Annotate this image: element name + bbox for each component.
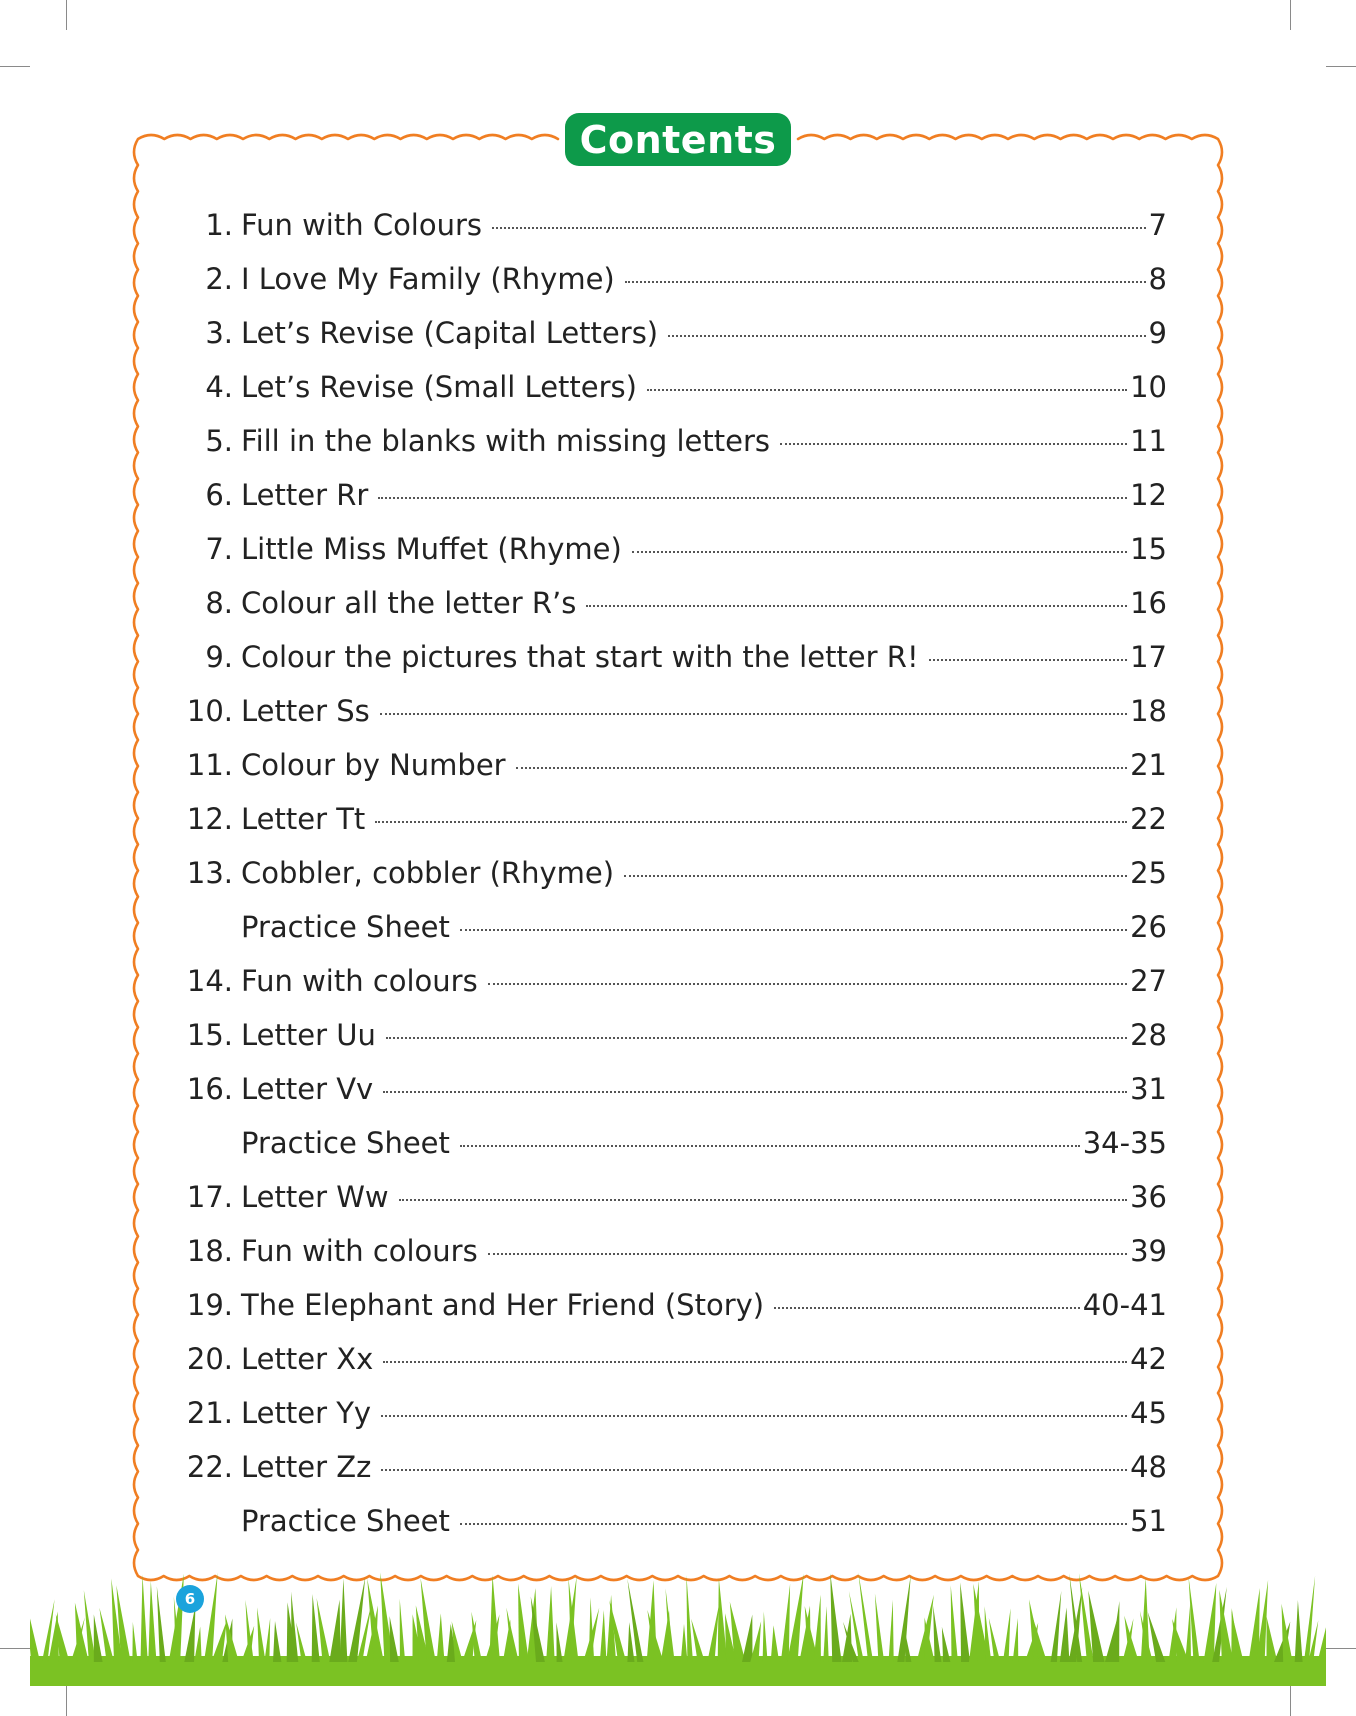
grass-blade [264, 1618, 270, 1662]
entry-title: The Elephant and Her Friend (Story) [241, 1288, 765, 1322]
grass-blade [1185, 1604, 1191, 1662]
entry-title: Fun with colours [241, 1234, 478, 1268]
dot-leader [668, 335, 1145, 337]
entry-page: 25 [1130, 856, 1167, 890]
entry-page: 15 [1130, 532, 1167, 566]
entry-title: Letter Rr [241, 478, 369, 512]
grass-blade [985, 1606, 992, 1662]
dot-leader [460, 1145, 1080, 1147]
entry-title: Colour the pictures that start with the letter R! [241, 640, 919, 674]
entry-page: 8 [1148, 262, 1167, 296]
dot-leader [624, 875, 1127, 877]
entry-number: 8. [205, 586, 233, 620]
contents-heading: Contents [565, 113, 791, 166]
toc-entry [175, 208, 1167, 262]
entry-page: 28 [1130, 1018, 1167, 1052]
toc-entry [175, 1126, 1167, 1180]
dot-leader [460, 929, 1127, 931]
grass-blade [437, 1613, 445, 1662]
page-number-badge: 6 [176, 1585, 204, 1613]
toc-entry [175, 1504, 1167, 1558]
toc-entry [175, 1180, 1167, 1234]
grass-blade [132, 1622, 137, 1662]
grass-blade [312, 1594, 320, 1662]
entry-title: Letter Tt [241, 802, 366, 836]
entry-number: 16. [186, 1072, 233, 1106]
toc-entry [175, 262, 1167, 316]
entry-title: Letter Zz [241, 1450, 372, 1484]
dot-leader [381, 1415, 1127, 1417]
dot-leader [632, 551, 1127, 553]
toc-entry [175, 424, 1167, 478]
toc-entry [175, 1234, 1167, 1288]
entry-number: 21. [186, 1396, 233, 1430]
grass-blade [204, 1573, 218, 1663]
entry-title: Letter Ww [241, 1180, 389, 1214]
toc-entry [175, 802, 1167, 856]
entry-page: 18 [1130, 694, 1167, 728]
dot-leader [929, 659, 1128, 661]
dot-leader [488, 1253, 1127, 1255]
grass-blade [194, 1627, 202, 1662]
entry-page: 26 [1130, 910, 1167, 944]
grass-decoration [30, 1570, 1326, 1686]
entry-page: 22 [1130, 802, 1167, 836]
entry-title: Letter Ss [241, 694, 370, 728]
grass-blade [781, 1584, 790, 1662]
grass-blade [1267, 1617, 1278, 1662]
entry-number: 9. [205, 640, 233, 674]
entry-page: 40-41 [1082, 1288, 1167, 1322]
toc-entry [175, 748, 1167, 802]
dot-leader [780, 443, 1127, 445]
entry-page: 16 [1130, 586, 1167, 620]
entry-title: Let’s Revise (Small Letters) [241, 370, 637, 404]
grass-blade [771, 1625, 780, 1662]
grass-blade [400, 1599, 406, 1662]
entry-title: Practice Sheet [241, 1504, 450, 1538]
grass-blade [390, 1616, 399, 1662]
toc-entry [175, 478, 1167, 532]
grass-blade [556, 1622, 562, 1662]
entry-title: Practice Sheet [241, 1126, 450, 1160]
entry-number: 3. [205, 316, 233, 350]
dot-leader [378, 497, 1127, 499]
toc-entry [175, 316, 1167, 370]
toc-entry [175, 694, 1167, 748]
entry-page: 51 [1130, 1504, 1167, 1538]
dot-leader [625, 281, 1146, 283]
dot-leader [399, 1199, 1127, 1201]
toc-entry [175, 856, 1167, 910]
grass-blade [340, 1578, 348, 1662]
grass-blade [30, 1600, 40, 1662]
grass-blade [184, 1605, 195, 1662]
grass-blade [148, 1581, 156, 1662]
grass-blade [830, 1573, 841, 1662]
entry-number: 22. [186, 1450, 233, 1484]
entry-number: 20. [186, 1342, 233, 1376]
dot-leader [516, 767, 1127, 769]
grass-blade [691, 1619, 705, 1662]
grass-blade [257, 1607, 266, 1662]
entry-title: Practice Sheet [241, 910, 450, 944]
grass-blade [1318, 1611, 1327, 1662]
entry-page: 42 [1130, 1342, 1167, 1376]
toc-entry [175, 640, 1167, 694]
entry-number: 10. [186, 694, 233, 728]
entry-number: 1. [205, 208, 233, 242]
entry-page: 12 [1130, 478, 1167, 512]
grass-blade [742, 1615, 753, 1662]
table-of-contents [175, 208, 1167, 1558]
entry-title: Colour by Number [241, 748, 506, 782]
entry-title: Fill in the blanks with missing letters [241, 424, 771, 458]
grass-blade [1051, 1591, 1062, 1662]
entry-number: 12. [186, 802, 233, 836]
toc-entry [175, 1288, 1167, 1342]
grass-blade [1295, 1600, 1303, 1662]
grass-blade [787, 1574, 804, 1662]
entry-title: Letter Xx [241, 1342, 374, 1376]
toc-entry [175, 1396, 1167, 1450]
grass-blade [1204, 1583, 1217, 1662]
entry-number: 14. [186, 964, 233, 998]
dot-leader [492, 227, 1146, 229]
grass-blade [273, 1621, 281, 1662]
entry-number: 7. [205, 532, 233, 566]
entry-page: 34-35 [1082, 1126, 1167, 1160]
grass-blade [546, 1586, 555, 1662]
grass-blade [1219, 1590, 1233, 1662]
grass-blade [897, 1575, 911, 1662]
grass-blade [933, 1606, 941, 1662]
entry-number: 15. [186, 1018, 233, 1052]
grass-blade [681, 1624, 688, 1662]
grass-blade [329, 1600, 340, 1662]
entry-page: 11 [1130, 424, 1167, 458]
entry-page: 48 [1130, 1450, 1167, 1484]
entry-number: 13. [186, 856, 233, 890]
entry-title: Little Miss Muffet (Rhyme) [241, 532, 622, 566]
dot-leader [380, 713, 1127, 715]
entry-title: Colour all the letter R’s [241, 586, 577, 620]
entry-number: 5. [205, 424, 233, 458]
grass-blade [141, 1575, 148, 1663]
dot-leader [381, 1469, 1127, 1471]
entry-number: 18. [186, 1234, 233, 1268]
dot-leader [647, 389, 1127, 391]
entry-title: Fun with Colours [241, 208, 483, 242]
entry-page: 27 [1130, 964, 1167, 998]
entry-page: 7 [1148, 208, 1167, 242]
toc-entry [175, 1072, 1167, 1126]
dot-leader [386, 1037, 1127, 1039]
entry-title: Letter Uu [241, 1018, 376, 1052]
grass-blade [951, 1585, 958, 1662]
grass-blade [989, 1618, 1001, 1662]
grass-blade [960, 1582, 970, 1662]
toc-entry [175, 1342, 1167, 1396]
entry-title: Letter Yy [241, 1396, 372, 1430]
toc-entry [175, 964, 1167, 1018]
toc-entry [175, 910, 1167, 964]
grass-blade [1060, 1608, 1070, 1663]
entry-title: I Love My Family (Rhyme) [241, 262, 615, 296]
entry-title: Let’s Revise (Capital Letters) [241, 316, 659, 350]
dot-leader [586, 605, 1127, 607]
dot-leader [488, 983, 1127, 985]
entry-page: 39 [1130, 1234, 1167, 1268]
toc-entry [175, 532, 1167, 586]
entry-page: 45 [1130, 1396, 1167, 1430]
entry-number: 11. [186, 748, 233, 782]
grass-blade [763, 1611, 768, 1662]
grass-blade [99, 1608, 114, 1662]
grass-blade [889, 1600, 894, 1662]
entry-page: 17 [1130, 640, 1167, 674]
dot-leader [375, 821, 1127, 823]
entry-number: 2. [205, 262, 233, 296]
entry-number: 4. [205, 370, 233, 404]
grass-blade [814, 1595, 821, 1663]
dot-leader [383, 1091, 1127, 1093]
dot-leader [460, 1523, 1127, 1525]
entry-page: 31 [1130, 1072, 1167, 1106]
entry-number: 6. [205, 478, 233, 512]
entry-page: 10 [1130, 370, 1167, 404]
grass-blade [823, 1606, 829, 1662]
entry-number: 17. [186, 1180, 233, 1214]
toc-entry [175, 1018, 1167, 1072]
entry-page: 9 [1148, 316, 1167, 350]
entry-title: Letter Vv [241, 1072, 374, 1106]
entry-title: Fun with colours [241, 964, 478, 998]
grass-blade [518, 1584, 529, 1663]
dot-leader [774, 1307, 1080, 1309]
toc-entry [175, 586, 1167, 640]
dot-leader [383, 1361, 1127, 1363]
entry-page: 21 [1130, 748, 1167, 782]
toc-entry [175, 370, 1167, 424]
entry-title: Cobbler, cobbler (Rhyme) [241, 856, 615, 890]
grass-blade [707, 1604, 719, 1662]
grass-blade [157, 1586, 166, 1662]
entry-page: 36 [1130, 1180, 1167, 1214]
entry-number: 19. [186, 1288, 233, 1322]
grass-blade [686, 1575, 693, 1662]
grass-blade [875, 1593, 884, 1662]
grass-blade [1013, 1618, 1019, 1662]
toc-entry [175, 1450, 1167, 1504]
grass-blade [942, 1627, 951, 1662]
grass-blade [1003, 1608, 1011, 1662]
grass-blade [600, 1610, 607, 1662]
